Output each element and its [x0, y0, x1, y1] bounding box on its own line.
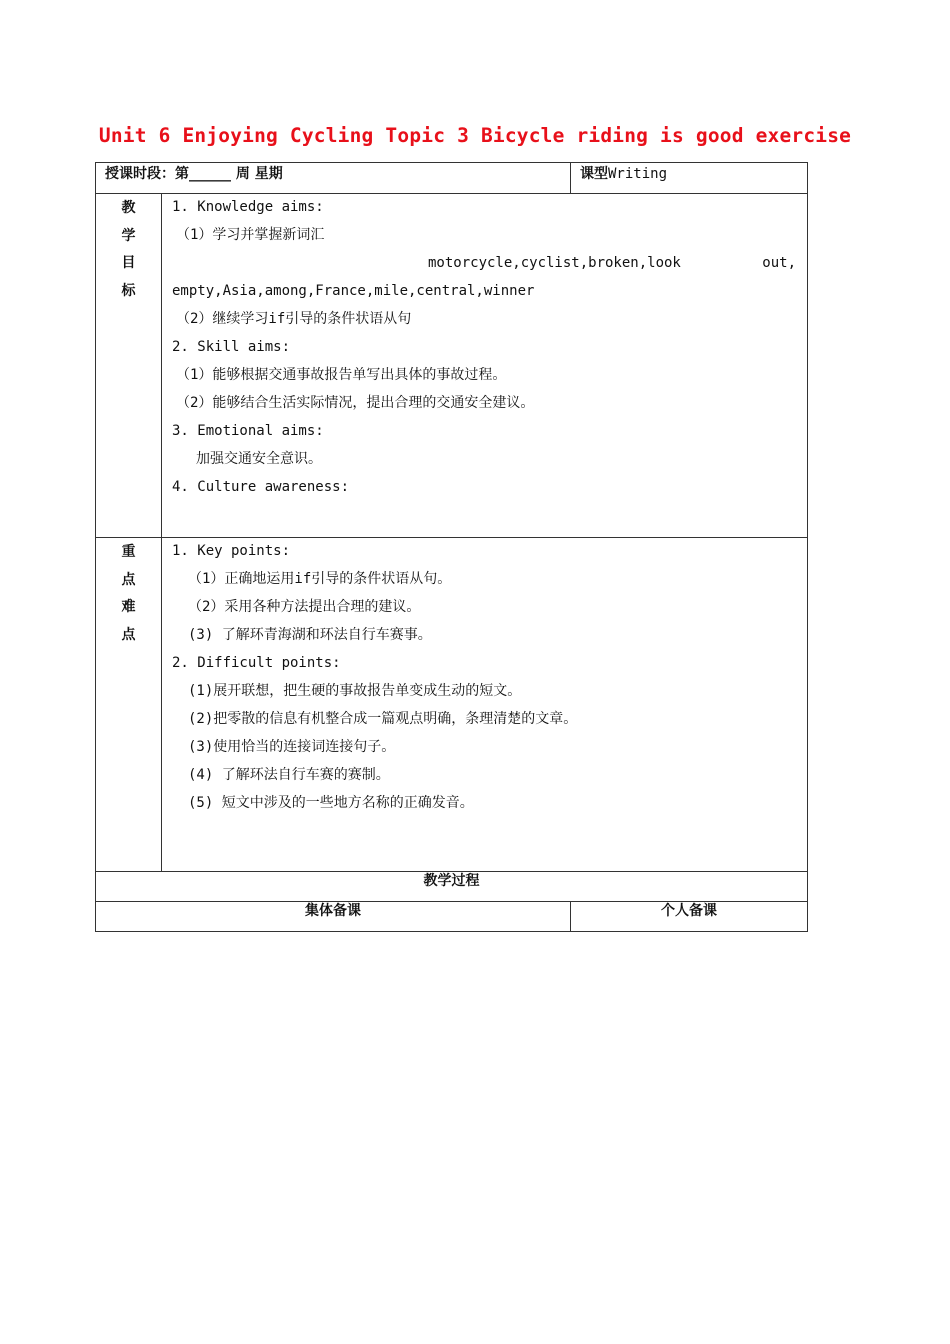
process-columns-row	[96, 902, 808, 932]
vocab-line-2: empty,Asia,among,France,mile,central,winner	[172, 283, 535, 299]
knowledge-heading: 1. Knowledge aims:	[172, 199, 324, 215]
lesson-type-label: 课型	[580, 166, 608, 182]
process-heading-row	[96, 872, 808, 902]
culture-heading: 4. Culture awareness:	[172, 479, 350, 495]
key-heading: 1. Key points:	[172, 543, 291, 559]
side-char: 点	[121, 571, 136, 588]
side-char: 标	[121, 282, 136, 299]
difficult-item-4: (4) 了解环法自行车赛的赛制。	[188, 767, 390, 783]
key-item-3: (3) 了解环青海湖和环法自行车赛事。	[188, 627, 432, 643]
key-points-content	[162, 538, 808, 872]
lesson-type-value: Writing	[608, 166, 668, 182]
side-char: 难	[121, 599, 136, 615]
difficult-item-1: (1)展开联想，把生硬的事故报告单变成生动的短文。	[188, 683, 522, 699]
side-char: 教	[121, 200, 136, 216]
lesson-plan-table	[95, 162, 808, 932]
skill-item-1: （1）能够根据交通事故报告单写出具体的事故过程。	[176, 367, 507, 383]
emotional-heading: 3. Emotional aims:	[172, 423, 324, 439]
objectives-row	[96, 194, 808, 538]
difficult-heading: 2. Difficult points:	[172, 655, 341, 671]
lesson-type-cell	[571, 163, 808, 194]
side-char: 重	[121, 544, 136, 560]
lesson-type	[571, 163, 807, 184]
schedule-label: 授课时段：第______ 周 星期	[105, 166, 283, 182]
side-char: 目	[121, 255, 136, 271]
schedule-cell	[96, 163, 571, 194]
side-char: 学	[121, 227, 136, 244]
key-points-side-label	[96, 538, 162, 872]
side-char: 点	[121, 626, 136, 643]
difficult-item-3: (3)使用恰当的连接词连接句子。	[188, 739, 396, 755]
group-prep-header: 集体备课	[96, 902, 571, 932]
key-points-row	[96, 538, 808, 872]
objectives-side-label	[96, 194, 162, 538]
objectives-content	[162, 194, 808, 538]
knowledge-item-1: （1）学习并掌握新词汇	[176, 227, 325, 243]
key-item-1: （1）正确地运用if引导的条件状语从句。	[188, 571, 452, 587]
emotional-item-1: 加强交通安全意识。	[196, 451, 322, 467]
knowledge-item-2: （2）继续学习if引导的条件状语从句	[176, 311, 412, 327]
key-item-2: （2）采用各种方法提出合理的建议。	[188, 599, 421, 615]
skill-item-2: （2）能够结合生活实际情况，提出合理的交通安全建议。	[176, 395, 535, 411]
vocab-line-1-left: motorcycle,cyclist,broken,look	[428, 255, 681, 271]
skill-heading: 2. Skill aims:	[172, 339, 291, 355]
vocab-line-1	[172, 249, 796, 277]
process-heading: 教学过程	[96, 872, 808, 902]
difficult-item-2: (2)把零散的信息有机整合成一篇观点明确，条理清楚的文章。	[188, 711, 578, 727]
personal-prep-header: 个人备课	[571, 902, 808, 932]
difficult-item-5: (5) 短文中涉及的一些地方名称的正确发音。	[188, 795, 474, 811]
header-row	[96, 163, 808, 194]
vocab-line-1-right: out,	[762, 255, 796, 271]
document-title: Unit 6 Enjoying Cycling Topic 3 Bicycle riding is good exercise	[98, 124, 852, 147]
